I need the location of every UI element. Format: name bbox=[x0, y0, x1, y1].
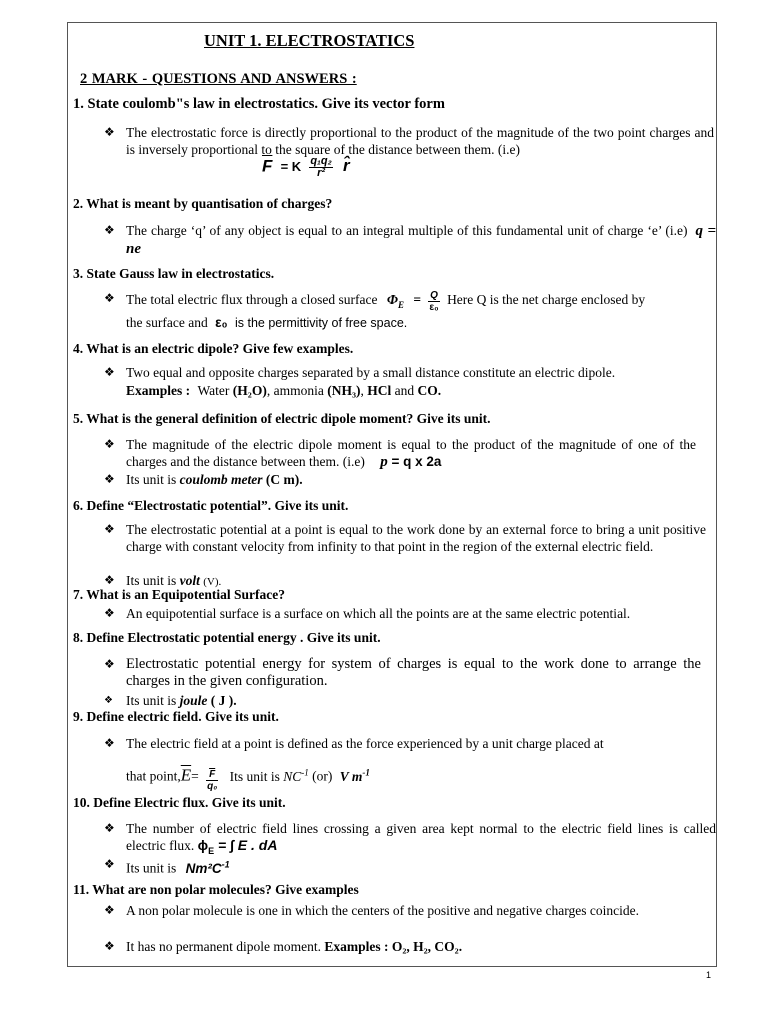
question-7: 7. What is an Equipotential Surface? bbox=[73, 587, 286, 602]
question-2: 2. What is meant by quantisation of charges? bbox=[73, 196, 333, 211]
answer-5-text: The magnitude of the electric dipole moment is equal to the product of the magnitude of one of the charges and the distance between them. (i.e) bbox=[126, 437, 696, 469]
field-fraction: $\frac{\overline{F}}{\text{q₀}}$ bbox=[207, 768, 218, 792]
nonpolar-examples: O₂, H₂, CO₂. bbox=[391, 939, 463, 954]
force-vector: $\overline{F}$ bbox=[262, 156, 273, 176]
unit-joule: joule bbox=[179, 693, 208, 708]
bullet-icon: ❖ bbox=[104, 657, 115, 671]
section-subtitle: 2 MARK - QUESTIONS AND ANSWERS : bbox=[80, 71, 357, 87]
bullet-icon: ❖ bbox=[104, 736, 115, 750]
question-11: 11. What are non polar molecules? Give examples bbox=[73, 882, 359, 897]
permittivity-symbol: ε₀ bbox=[215, 315, 228, 330]
flux-symbol: $\Phi_E$ bbox=[386, 293, 404, 310]
bullet-icon: ❖ bbox=[104, 291, 115, 305]
question-3: 3. State Gauss law in electrostatics. bbox=[73, 266, 275, 281]
question-10: 10. Define Electric flux. Give its unit. bbox=[73, 795, 286, 810]
bullet-icon: ❖ bbox=[104, 695, 113, 706]
coulomb-fraction bbox=[309, 156, 333, 179]
bullet-icon: ❖ bbox=[104, 125, 115, 139]
examples-label: Examples : bbox=[324, 939, 389, 954]
bullet-icon: ❖ bbox=[104, 437, 115, 451]
answer-4-text: Two equal and opposite charges separated by a small distance constitute an electric dipole. bbox=[126, 365, 616, 380]
bullet-icon: ❖ bbox=[104, 365, 115, 379]
answer-3-text-a: The total electric flux through a closed surface bbox=[126, 292, 378, 307]
dipole-formula: p = q x 2a bbox=[380, 454, 442, 470]
answer-10-text: The number of electric field lines crossing a given area kept normal to the electric field lines is called electric flux. bbox=[126, 821, 716, 853]
answer-2-text: The charge ‘q’ of any object is equal to an integral multiple of this fundamental unit of charge ‘e’ (i.e) bbox=[126, 223, 688, 238]
gauss-fraction: $\frac{Q}{\text{ε₀}}$ bbox=[429, 290, 439, 313]
flux-formula: $\phi_E$ = ∫ E . dA bbox=[197, 837, 278, 856]
bullet-icon: ❖ bbox=[104, 472, 115, 486]
bullet-icon: ❖ bbox=[104, 223, 115, 237]
examples-label: Examples : bbox=[126, 383, 191, 398]
question-6: 6. Define “Electrostatic potential”. Give its unit. bbox=[73, 498, 349, 513]
coulomb-formula bbox=[262, 156, 350, 179]
question-5: 5. What is the general definition of electric dipole moment? Give its unit. bbox=[73, 411, 491, 426]
field-vector: $\overline{E}$ bbox=[180, 765, 192, 785]
unit-vector-r: r̂ bbox=[343, 156, 350, 176]
question-1: 1. State coulomb"s law in electrostatics. Give its vector form bbox=[73, 96, 445, 112]
quantisation-formula: q = ne bbox=[126, 223, 716, 257]
bullet-icon: ❖ bbox=[104, 903, 115, 917]
question-9: 9. Define electric field. Give its unit. bbox=[73, 709, 279, 724]
question-4: 4. What is an electric dipole? Give few examples. bbox=[73, 341, 354, 356]
page-title: UNIT 1. ELECTROSTATICS bbox=[204, 31, 415, 50]
answer-11-text: A non polar molecule is one in which the centers of the positive and negative charges coincide. bbox=[126, 903, 639, 918]
equals-k: = K bbox=[280, 159, 302, 175]
answer-3-text-c: the surface and bbox=[126, 315, 208, 330]
fraction-numerator: q₁q₂ bbox=[310, 155, 332, 167]
question-8: 8. Define Electrostatic potential energy . Give its unit. bbox=[73, 630, 381, 645]
page-number: 1 bbox=[706, 970, 712, 980]
bullet-icon: ❖ bbox=[104, 522, 115, 536]
answer-8-text: Electrostatic potential energy for system of charges is equal to the work done to arrange the charges in the given configuration. bbox=[126, 656, 701, 689]
answer-3-text-d: is the permittivity of free space. bbox=[234, 316, 408, 330]
bullet-icon: ❖ bbox=[104, 939, 115, 953]
answer-1-text: The electrostatic force is directly proportional to the product of the magnitude of the two point charges and is inversely proportional to the square of the distance between them. (i.e) bbox=[126, 125, 714, 157]
unit-volt: volt bbox=[179, 573, 200, 588]
bullet-icon: ❖ bbox=[104, 573, 115, 587]
unit-vm: V $m^{-1}$ bbox=[339, 767, 370, 784]
fraction-denominator: r² bbox=[317, 167, 326, 179]
answer-6-text: The electrostatic potential at a point is equal to the work done by an external force to bring a unit positive charge with constant velocity from infinity to that point in the region of the external electric field. bbox=[126, 522, 706, 554]
bullet-icon: ❖ bbox=[104, 857, 115, 871]
bullet-icon: ❖ bbox=[104, 821, 115, 835]
gauss-equals: = bbox=[413, 292, 422, 307]
unit-nc: $NC^{-1}$ bbox=[283, 767, 309, 784]
answer-9-text: The electric field at a point is defined as the force experienced by a unit charge placed at bbox=[126, 736, 604, 751]
unit-coulomb-meter: coulomb meter bbox=[179, 472, 263, 487]
unit-nm2c: $Nm^2C^{-1}$ bbox=[185, 859, 230, 876]
bullet-icon: ❖ bbox=[104, 606, 115, 620]
answer-3-text-b: Here Q is the net charge enclosed by bbox=[447, 292, 646, 307]
answer-7-text: An equipotential surface is a surface on which all the points are at the same electric potential. bbox=[126, 606, 631, 621]
